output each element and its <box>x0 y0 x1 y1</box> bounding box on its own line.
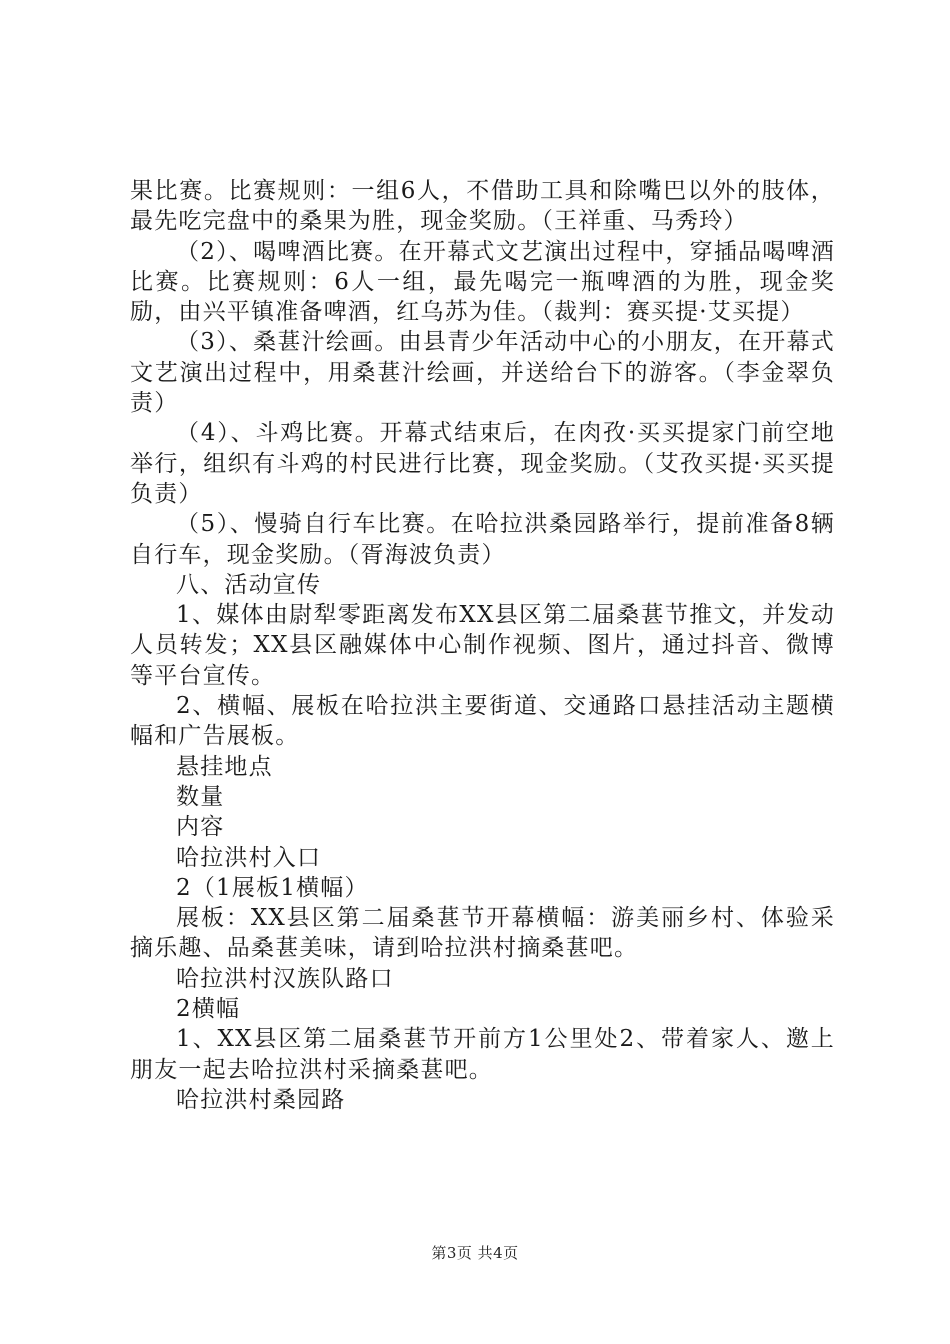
paragraph: 2、横幅、展板在哈拉洪主要街道、交通路口悬挂活动主题横幅和广告展板。 <box>130 693 835 750</box>
paragraph: 1、媒体由尉犁零距离发布XX县区第二届桑葚节推文，并发动人员转发；XX县区融媒体中心制作视频、图片，通过抖音、微博等平台宣传。 <box>130 602 835 689</box>
paragraph: （5）、慢骑自行车比赛。在哈拉洪桑园路举行，提前准备8辆自行车，现金奖励。（胥海波负责） <box>130 511 835 568</box>
table-header-location: 悬挂地点 <box>176 753 273 780</box>
document-body <box>130 176 835 1115</box>
table-cell-location: 哈拉洪村桑园路 <box>176 1086 346 1113</box>
table-header-quantity: 数量 <box>176 783 225 810</box>
table-cell-quantity: 2（1展板1横幅） <box>176 874 369 901</box>
paragraph: （3）、桑葚汁绘画。由县青少年活动中心的小朋友，在开幕式文艺演出过程中，用桑葚汁绘画，并送给台下的游客。（李金翠负责） <box>130 329 835 417</box>
paragraph: （2）、喝啤酒比赛。在开幕式文艺演出过程中，穿插品喝啤酒比赛。比赛规则：6人一组，最先喝完一瓶啤酒的为胜，现金奖励，由兴平镇准备啤酒，红乌苏为佳。（裁判：赛买提·艾买提） <box>130 238 835 326</box>
page-number-footer: 第3页 共4页 <box>431 1244 519 1262</box>
section-heading: 八、活动宣传 <box>176 571 322 598</box>
table-header-content: 内容 <box>176 814 225 841</box>
paragraph: （4）、斗鸡比赛。开幕式结束后，在肉孜·买买提家门前空地举行，组织有斗鸡的村民进行比赛，现金奖励。（艾孜买提·买买提负责） <box>130 420 835 507</box>
table-cell-location: 哈拉洪村入口 <box>176 844 322 871</box>
table-cell-quantity: 2横幅 <box>176 996 241 1023</box>
table-cell-location: 哈拉洪村汉族队路口 <box>176 965 394 992</box>
table-cell-content: 展板：XX县区第二届桑葚节开幕横幅：游美丽乡村、体验采摘乐趣、品桑葚美味，请到哈拉洪村摘桑葚吧。 <box>130 905 835 962</box>
paragraph: 果比赛。比赛规则：一组6人，不借助工具和除嘴巴以外的肢体，最先吃完盘中的桑果为胜，现金奖励。（王祥重、马秀玲） <box>130 178 835 235</box>
table-cell-content: 1、XX县区第二届桑葚节开前方1公里处2、带着家人、邀上朋友一起去哈拉洪村采摘桑葚吧。 <box>130 1026 835 1083</box>
